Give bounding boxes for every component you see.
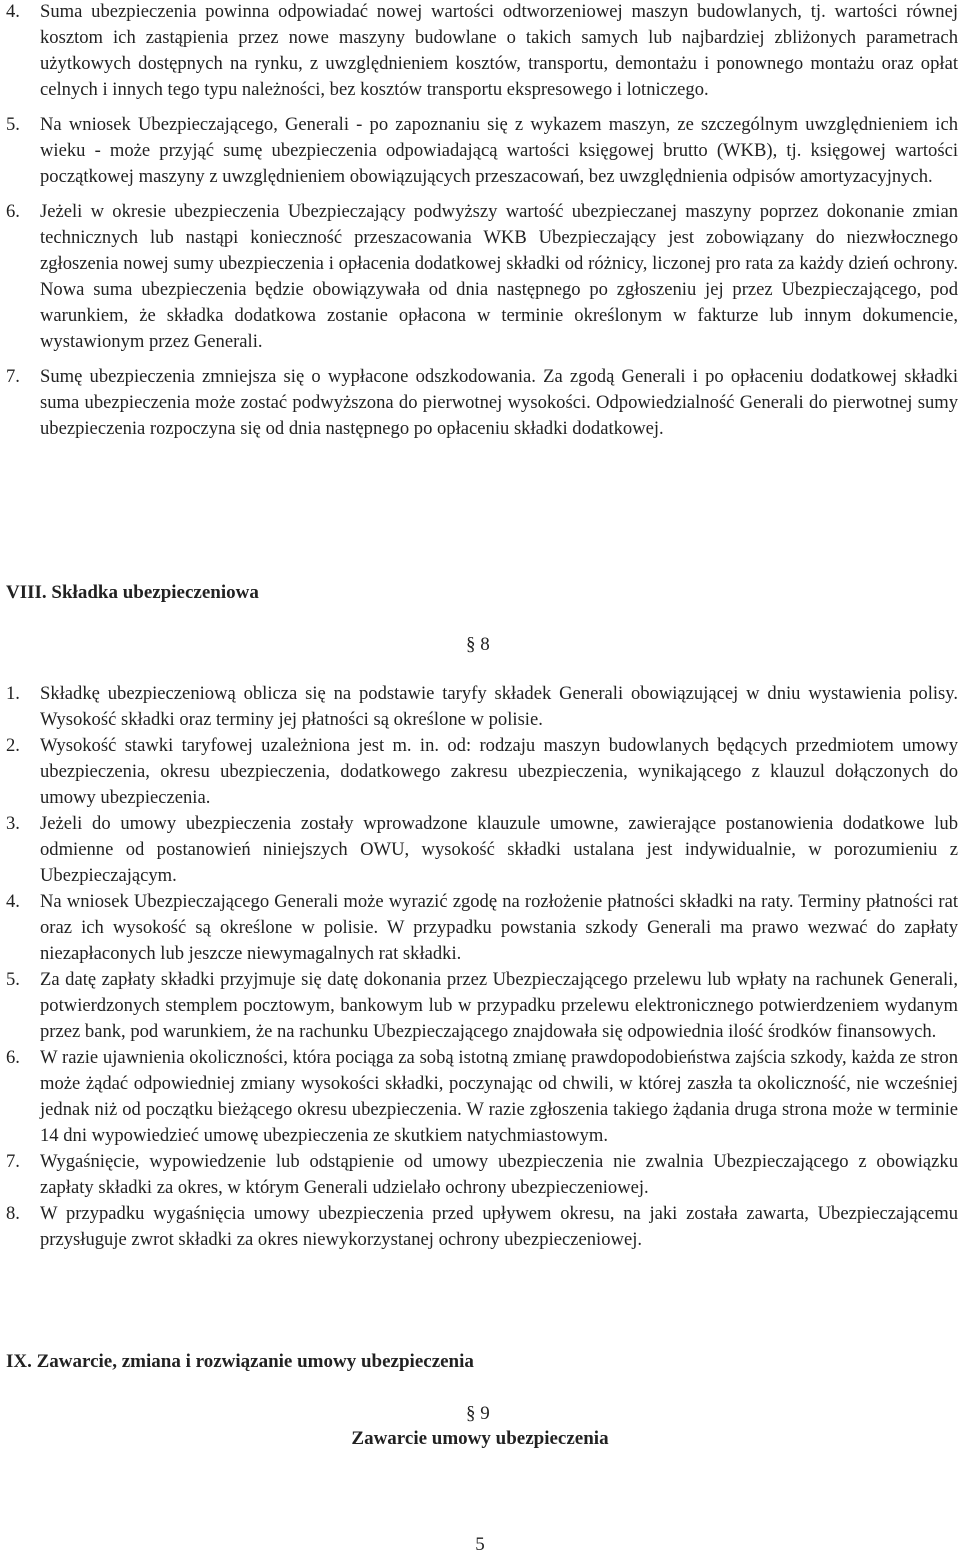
item-number: 2. [6,735,20,756]
section8-list [0,681,960,1253]
item-text: Sumę ubezpieczenia zmniejsza się o wypłacone odszkodowania. Za zgodą Generali i po opłaceniu dodatkowej składki suma ubezpieczenia może zostać podwyższona do pierwotnej wysokości. Odpowiedzialność Generali do pierwotnej sumy ubezpieczenia rozpoczyna się od dnia następnego po opłaceniu składki dodatkowej. [40,366,958,439]
section-heading: VIII. Składka ubezpieczeniowa [6,582,259,603]
item-text: Suma ubezpieczenia powinna odpowiadać nowej wartości odtworzeniowej maszyn budowlanych, tj. wartości równej kosztom ich zastąpienia przez nowe maszyny budowlane o takich samych lub najbardziej zbliżonych parametrach użytkowych dostępnych na rynku, z uwzględnieniem kosztów, transportu, demontażu i ponownego montażu oraz opłat celnych i innych tego typu należności, bez kosztów transportu ekspresowego i lotniczego. [40,1,958,100]
list-item [0,889,960,967]
item-number: 4. [6,1,20,22]
item-number: 1. [6,683,20,704]
list-item [0,967,960,1045]
list-item [0,811,960,889]
section7-list [0,0,960,451]
list-item [0,112,960,190]
item-text: W razie ujawnienia okoliczności, która pociąga za sobą istotną zmianę prawdopodobieństwa zajścia szkody, każda ze stron może żądać odpowiedniej zmiany wysokości składki, poczynając od chwili, w której zaszła ta okoliczność, nie wcześniej jednak niż od początku bieżącego okresu ubezpieczenia. W razie zgłoszenia takiego żądania druga strona może w terminie 14 dni wypowiedzieć umowę ubezpieczenia ze skutkiem natychmiastowym. [40,1047,958,1146]
item-text: W przypadku wygaśnięcia umowy ubezpieczenia przed upływem okresu, na jaki została zawarta, Ubezpieczającemu przysługuje zwrot składki za okres niewykorzystanej ochrony ubezpieczeniowej. [40,1203,958,1250]
item-number: 5. [6,969,20,990]
list-item [0,733,960,811]
item-number: 5. [6,114,20,135]
list-item [0,199,960,355]
item-text: Wysokość stawki taryfowej uzależniona jest m. in. od: rodzaju maszyn budowlanych będących przedmiotem umowy ubezpieczenia, okresu ubezpieczenia, dodatkowego zakresu ubezpieczenia, wynikającego z klauzul dołączonych do umowy ubezpieczenia. [40,735,958,808]
section-heading: IX. Zawarcie, zmiana i rozwiązanie umowy ubezpieczenia [6,1351,474,1372]
item-number: 6. [6,201,20,222]
list-item [0,1149,960,1201]
list-item [0,364,960,442]
item-number: 3. [6,813,20,834]
paragraph-mark: § 8 [466,634,490,655]
item-text: Na wniosek Ubezpieczającego, Generali - po zapoznaniu się z wykazem maszyn, ze szczególnym uwzględnieniem ich wieku - może przyjąć sumę ubezpieczenia odpowiadającą wartości księgowej brutto (WKB), tj. księgowej wartości początkowej maszyny z uwzględnieniem obowiązujących przeszacowań, bez uwzględnienia odpisów amortyzacyjnych. [40,114,958,187]
paragraph-mark: § 9 [466,1403,490,1424]
list-item [0,1201,960,1253]
item-text: Jeżeli w okresie ubezpieczenia Ubezpieczający podwyższy wartość ubezpieczanej maszyny poprzez dokonanie zmian technicznych lub nastąpi konieczność przeszacowania WKB Ubezpieczający jest zobowiązany do niezwłocznego zgłoszenia nowej sumy ubezpieczenia i opłacenia dodatkowej składki od różnicy, liczonej pro rata za każdy dzień ochrony. Nowa suma ubezpieczenia będzie obowiązywała od dnia następnego po zgłoszeniu jej przez Ubezpieczającego, pod warunkiem, że składka dodatkowa zostanie opłacona w terminie określonym w fakturze lub innym dokumencie, wystawionym przez Generali. [40,201,958,352]
subsection-title: Zawarcie umowy ubezpieczenia [351,1428,609,1449]
item-text: Wygaśnięcie, wypowiedzenie lub odstąpienie od umowy ubezpieczenia nie zwalnia Ubezpieczającego z obowiązku zapłaty składki za okres, w którym Generali udzielało ochrony ubezpieczeniowej. [40,1151,958,1198]
list-item [0,1045,960,1149]
item-text: Za datę zapłaty składki przyjmuje się datę dokonania przez Ubezpieczającego przelewu lub wpłaty na rachunek Generali, potwierdzonych stemplem pocztowym, bankowym lub w przypadku przelewu elektronicznego potwierdzeniem wydanym przez bank, pod warunkiem, że na rachunku Ubezpieczającego znajdowała się odpowiednia ilość środków finansowych. [40,969,958,1042]
item-number: 7. [6,1151,20,1172]
item-text: Składkę ubezpieczeniową oblicza się na podstawie taryfy składek Generali obowiązującej w dniu wystawienia polisy. Wysokość składki oraz terminy jej płatności są określone w polisie. [40,683,958,730]
item-number: 4. [6,891,20,912]
list-item [0,681,960,733]
item-text: Jeżeli do umowy ubezpieczenia zostały wprowadzone klauzule umowne, zawierające postanowienia dodatkowe lub odmienne od postanowień niniejszych OWU, wysokość składki ustalana jest indywidualnie, w porozumieniu z Ubezpieczającym. [40,813,958,886]
list-item [0,0,960,103]
item-number: 7. [6,366,20,387]
item-number: 8. [6,1203,20,1224]
item-text: Na wniosek Ubezpieczającego Generali może wyrazić zgodę na rozłożenie płatności składki na raty. Terminy płatności rat oraz ich wysokość są określone w polisie. W przypadku powstania szkody Generali ma prawo wezwać do zapłaty niezapłaconych lub jeszcze niewymagalnych rat składki. [40,891,958,964]
page-number: 5 [475,1534,485,1555]
item-number: 6. [6,1047,20,1068]
